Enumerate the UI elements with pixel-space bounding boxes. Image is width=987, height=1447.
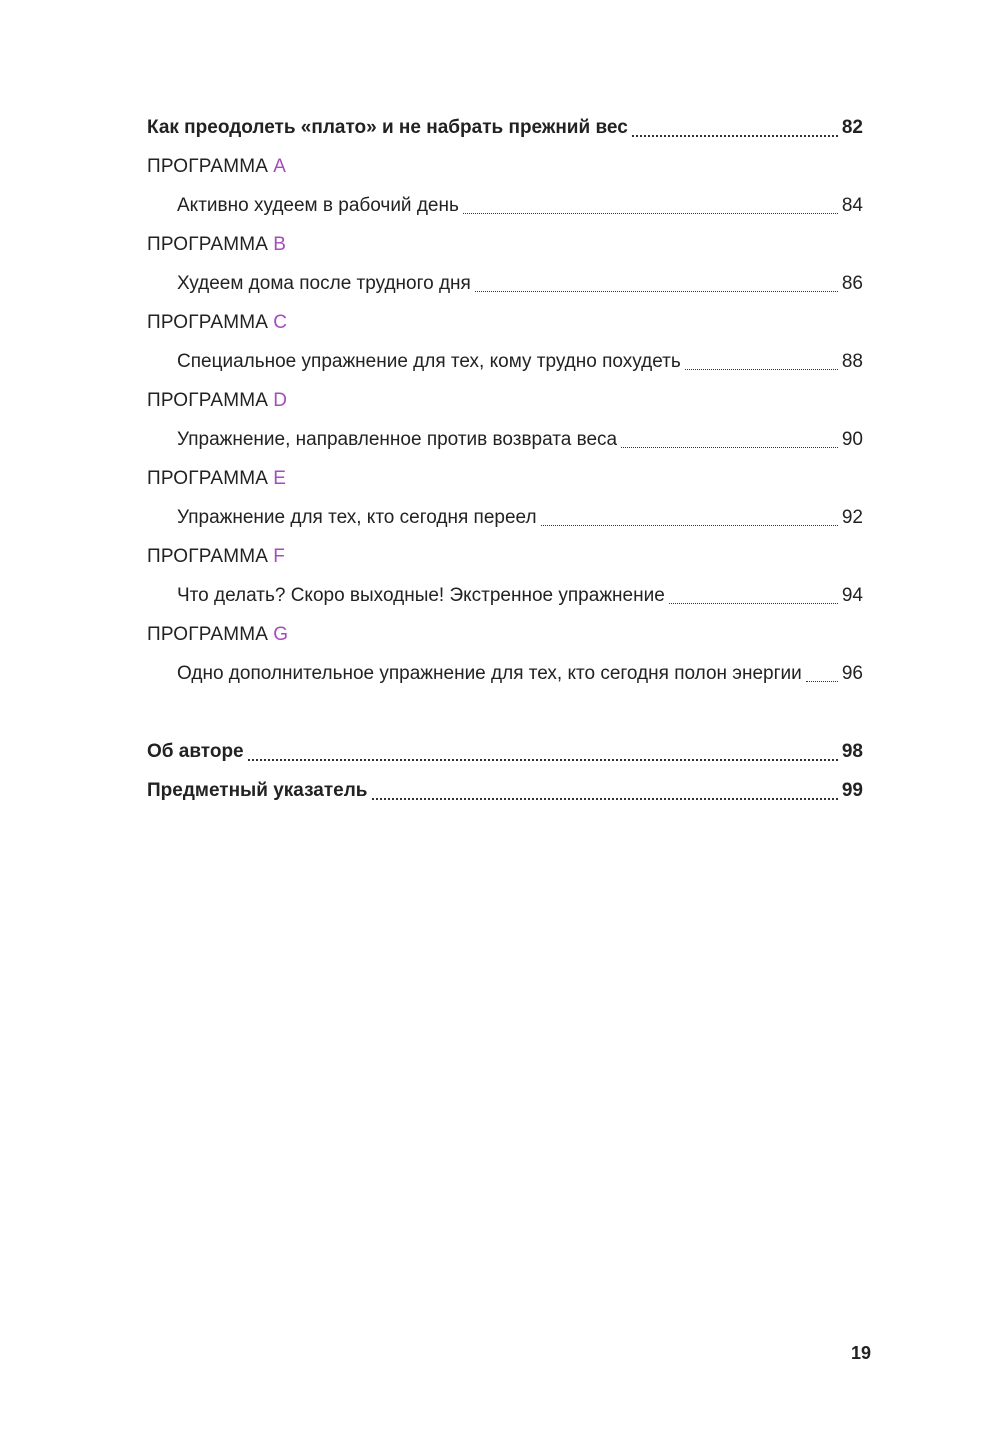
program-letter: C — [273, 312, 288, 333]
toc-entry-page: 88 — [841, 351, 863, 372]
toc-entry-title: Упражнение, направленное против возврата веса — [177, 429, 618, 450]
toc-entry-page: 98 — [841, 741, 863, 762]
toc-entry-page: 90 — [841, 429, 863, 450]
program-letter: D — [273, 390, 288, 411]
program-heading-a — [147, 147, 863, 186]
toc-entry-page: 96 — [841, 663, 863, 684]
toc-entry-page: 86 — [841, 273, 863, 294]
toc-entry-page: 94 — [841, 585, 863, 606]
program-heading-d — [147, 381, 863, 420]
toc-entry-program-a[interactable] — [147, 186, 863, 225]
toc-entry-program-d[interactable] — [147, 420, 863, 459]
program-label: ПРОГРАММА — [147, 468, 269, 489]
toc-entry-plateau[interactable] — [147, 108, 863, 147]
toc-entry-title: Худеем дома после трудного дня — [177, 273, 471, 294]
program-heading-g — [147, 615, 863, 654]
toc-entry-program-e[interactable] — [147, 498, 863, 537]
toc-entry-title: Об авторе — [147, 741, 244, 762]
toc-entry-about-author[interactable] — [147, 732, 863, 771]
program-letter: F — [273, 546, 285, 567]
dot-leader — [475, 271, 838, 292]
program-heading-b — [147, 225, 863, 264]
dot-leader — [669, 583, 838, 604]
program-letter: E — [273, 468, 287, 489]
dot-leader — [806, 661, 838, 682]
dot-leader — [463, 193, 838, 214]
dot-leader — [632, 115, 838, 137]
table-of-contents — [147, 108, 863, 810]
toc-entry-program-b[interactable] — [147, 264, 863, 303]
program-label: ПРОГРАММА — [147, 156, 269, 177]
program-letter: B — [273, 234, 287, 255]
program-label: ПРОГРАММА — [147, 546, 269, 567]
program-heading-c — [147, 303, 863, 342]
page-number: 19 — [851, 1343, 872, 1363]
program-label: ПРОГРАММА — [147, 312, 269, 333]
toc-entry-program-c[interactable] — [147, 342, 863, 381]
program-letter: G — [273, 624, 289, 645]
toc-entry-subject-index[interactable] — [147, 771, 863, 810]
dot-leader — [372, 778, 838, 800]
toc-entry-page: 92 — [841, 507, 863, 528]
toc-entry-title: Как преодолеть «плато» и не набрать прежний вес — [147, 117, 628, 138]
dot-leader — [541, 505, 838, 526]
toc-entry-page: 99 — [841, 780, 863, 801]
toc-entry-title: Что делать? Скоро выходные! Экстренное упражнение — [177, 585, 665, 606]
program-label: ПРОГРАММА — [147, 390, 269, 411]
dot-leader — [685, 349, 838, 370]
toc-entry-program-g[interactable] — [147, 654, 863, 693]
program-label: ПРОГРАММА — [147, 624, 269, 645]
toc-entry-title: Упражнение для тех, кто сегодня переел — [177, 507, 537, 528]
toc-entry-title: Активно худеем в рабочий день — [177, 195, 459, 216]
program-heading-f — [147, 537, 863, 576]
toc-entry-title: Специальное упражнение для тех, кому трудно похудеть — [177, 351, 681, 372]
program-label: ПРОГРАММА — [147, 234, 269, 255]
toc-entry-program-f[interactable] — [147, 576, 863, 615]
program-letter: A — [273, 156, 287, 177]
toc-entry-title: Одно дополнительное упражнение для тех, кто сегодня полон энергии — [177, 663, 802, 684]
dot-leader — [248, 739, 838, 761]
program-heading-e — [147, 459, 863, 498]
toc-entry-page: 82 — [841, 117, 863, 138]
toc-entry-title: Предметный указатель — [147, 780, 368, 801]
dot-leader — [621, 427, 838, 448]
toc-entry-page: 84 — [841, 195, 863, 216]
